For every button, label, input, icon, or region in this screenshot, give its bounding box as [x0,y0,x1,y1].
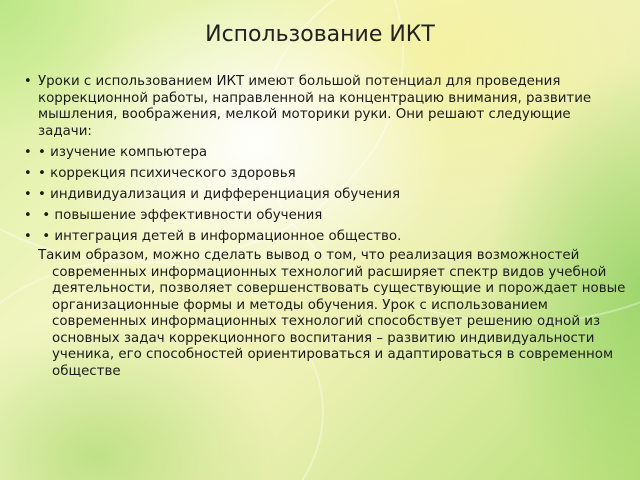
bullet-item-individualization: • • индивидуализация и дифференциация обучения [30,187,620,204]
bullet-item-intro: • Уроки с использованием ИКТ имеют большой потенциал для проведения коррекционной работы, направленной на концентрацию внимания, развитие мышления, воображения, мелкой моторики руки. Они решают следующие задачи: [30,74,620,140]
conclusion-paragraph: Таким образом, можно сделать вывод о том, что реализация возможностей современных информационных технологий расширяет спектр видов учебной деятельности, позволяет совершенствовать существующие и порождает новые организационные формы и методы обучения. Урок с использованием современных информационных технологий способствует решению одной из основных задач коррекционного воспитания – развитию индивидуальности ученика, его способностей ориентироваться и адаптироваться в современном обществе [38,248,626,379]
bullet-item-health-correction: • • коррекция психического здоровья [30,166,620,183]
bullet-item-efficiency: • • повышение эффективности обучения [30,208,620,225]
slide-body [30,74,620,250]
bullet-list [30,74,620,245]
slide-title: Использование ИКТ [205,22,435,47]
bullet-item-computer-study: • • изучение компьютера [30,145,620,162]
bullet-item-integration: • • интеграция детей в информационное общество. [30,229,620,246]
